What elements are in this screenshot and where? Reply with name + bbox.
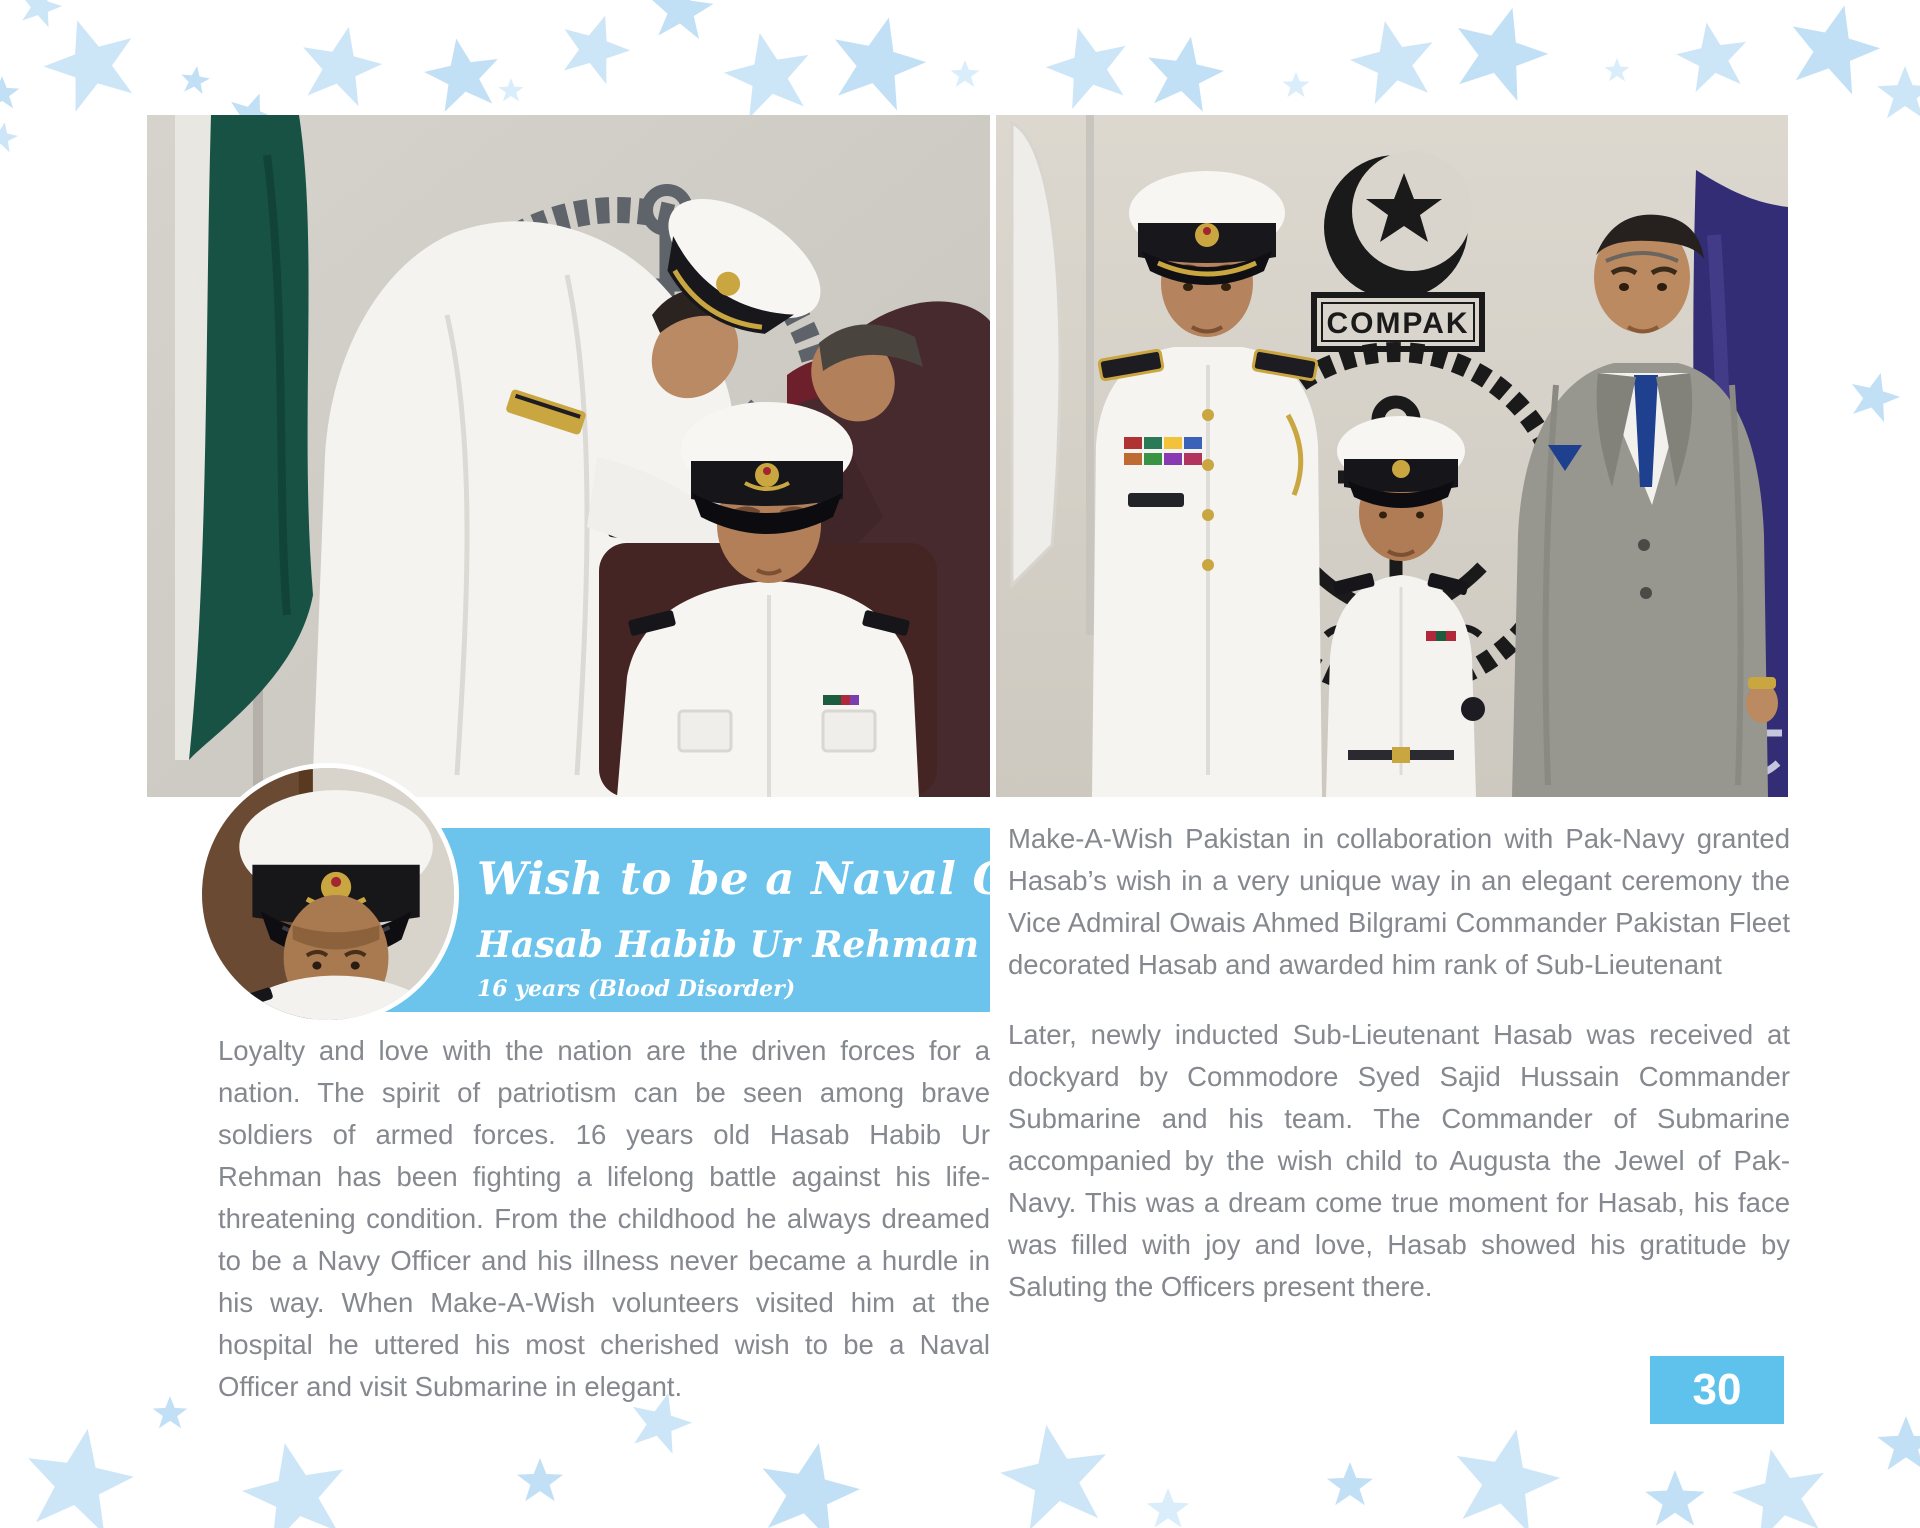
star-icon [818, 6, 937, 125]
star-icon [498, 78, 524, 104]
epaulette-ceremony-photo [147, 115, 990, 797]
epaulette-ceremony-illustration [147, 115, 990, 797]
star-icon [1138, 30, 1231, 123]
star-icon [991, 1415, 1121, 1528]
star-icon [152, 1396, 188, 1432]
star-icon [1326, 1462, 1374, 1510]
child-portrait-illustration [202, 768, 454, 1020]
star-icon [645, 0, 717, 47]
star-icon [1723, 1439, 1839, 1528]
star-icon [1776, 0, 1890, 108]
star-icon [1842, 366, 1906, 430]
child-name: Hasab Habib Ur Rehman [477, 924, 980, 966]
star-icon [1282, 72, 1310, 100]
child-portrait [197, 763, 459, 1025]
star-icon [0, 119, 21, 156]
star-icon [1604, 58, 1630, 84]
star-icon [0, 76, 20, 112]
star-icon [1440, 1418, 1570, 1528]
star-icon [1876, 66, 1920, 124]
story-paragraph-left: Loyalty and love with the nation are the driven forces for a nation. The spirit of patriotism can be seen among brave soldiers of armed forces. 16 years old Hasab Habib Ur Rehman has been fighting a lifelong battle against his life-threatening condition. From the childhood he always dreamed to be a Navy Officer and his illness never became a hurdle in his way. When Make-A-Wish volunteers visited him at the hospital he uttered his most cherished wish to be a Naval Officer and visit Submarine in elegant. [218, 1035, 990, 1402]
star-icon [1644, 1470, 1706, 1528]
star-icon [13, 1419, 143, 1528]
star-icon [516, 1458, 564, 1506]
star-icon [1438, 0, 1559, 116]
star-icon [418, 32, 508, 122]
page-number-badge [1650, 1356, 1784, 1424]
star-icon [950, 60, 980, 90]
star-icon [32, 6, 153, 127]
group-photo [996, 115, 1788, 797]
star-icon [746, 1432, 869, 1528]
star-icon [290, 18, 390, 118]
star-icon [232, 1432, 360, 1528]
group-photo-illustration [996, 115, 1788, 797]
child-details: 16 years (Blood Disorder) [477, 976, 796, 1002]
star-icon [1146, 1488, 1190, 1528]
star-icon [178, 64, 212, 98]
star-icon [1342, 12, 1446, 116]
star-icon [13, 0, 67, 34]
star-icon [549, 5, 640, 96]
star-icon [1036, 16, 1141, 121]
story-title: Wish to be a Naval Officer [477, 852, 1151, 905]
star-icon [1876, 1416, 1920, 1476]
story-paragraph-right-1: Make-A-Wish Pakistan in collaboration with Pak-Navy granted Hasab’s wish in a very unique way in an elegant ceremony the Vice Admiral Owais Ahmed Bilgrami Commander Pakistan Fleet decorated Hasab and awarded him rank of Sub-Lieutenant [1008, 823, 1790, 980]
star-icon [1670, 16, 1756, 102]
child-cap [681, 402, 853, 534]
compak-emblem-label: COMPAK [1326, 307, 1470, 340]
child-cap [1337, 416, 1465, 508]
story-title-banner [373, 828, 1151, 1012]
story-paragraph-right-2: Later, newly inducted Sub-Lieutenant Hasab was received at dockyard by Commodore Syed Sajid Hussain Commander Submarine and his team. The Commander of Submarine accompanied by the wish child to Augusta the Jewel of Pak-Navy. This was a dream come true moment for Hasab, his face was filled with joy and love, Hasab showed his gratitude by Saluting the Officers present there. [1008, 1019, 1790, 1302]
page-number: 30 [1692, 1365, 1742, 1414]
officer-cap [1129, 171, 1285, 285]
